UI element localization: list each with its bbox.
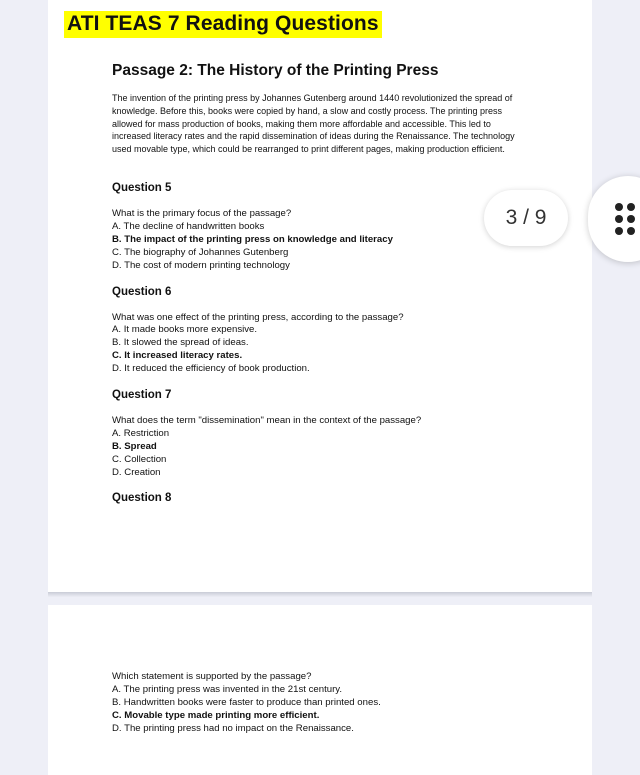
question-8-options <box>112 684 381 736</box>
question-6-option-c: C. It increased literacy rates. <box>112 349 243 361</box>
question-7-text: What does the term "dissemination" mean in the context of the passage? <box>112 415 422 426</box>
question-8-text: Which statement is supported by the passage? <box>112 671 312 682</box>
question-5-option-c: C. The biography of Johannes Gutenberg <box>112 246 289 258</box>
grid-dots-icon <box>615 203 635 235</box>
passage-text: The invention of the printing press by Johannes Gutenberg around 1440 revolutionized the spread of knowledge. Before this, books were copied by hand, a slow and costly process. The printing press allowed for mass production of books, making them more affordable and accessible. This led to increased literacy rates and the rapid dissemination of ideas during the Renaissance. The technology used movable type, which could be rearranged to print different pages, making production efficient. <box>112 93 515 155</box>
passage-title: Passage 2: The History of the Printing Press <box>112 62 439 79</box>
question-8-option-b: B. Handwritten books were faster to produce than printed ones. <box>112 696 381 708</box>
question-7-option-a: A. Restriction <box>112 428 170 439</box>
question-6-option-b: B. It slowed the spread of ideas. <box>112 336 249 348</box>
question-5-heading: Question 5 <box>112 182 172 194</box>
question-6-options <box>112 324 310 376</box>
page-separator <box>48 592 592 605</box>
question-8-option-d: D. The printing press had no impact on the Renaissance. <box>112 722 354 734</box>
question-7-heading: Question 7 <box>112 389 172 401</box>
question-7-option-b: B. Spread <box>112 440 157 452</box>
page-counter <box>484 190 568 246</box>
question-5-option-b: B. The impact of the printing press on knowledge and literacy <box>112 233 393 245</box>
question-8-option-a: A. The printing press was invented in the 21st century. <box>112 684 343 695</box>
question-5-option-d: D. The cost of modern printing technology <box>112 259 290 271</box>
question-7-option-d: D. Creation <box>112 466 161 478</box>
question-5-options <box>112 221 393 273</box>
question-7-option-c: C. Collection <box>112 453 167 465</box>
question-6-text: What was one effect of the printing press, according to the passage? <box>112 312 404 323</box>
document-title: ATI TEAS 7 Reading Questions <box>64 11 382 38</box>
question-5-option-a: A. The decline of handwritten books <box>112 221 265 232</box>
page-counter-text: 3 / 9 <box>505 206 547 229</box>
question-5-text: What is the primary focus of the passage? <box>112 208 292 219</box>
question-6-option-a: A. It made books more expensive. <box>112 324 258 335</box>
question-8-option-c: C. Movable type made printing more efficient. <box>112 709 320 721</box>
page-grid-button[interactable] <box>588 176 640 262</box>
question-8-heading: Question 8 <box>112 492 172 504</box>
question-6-heading: Question 6 <box>112 286 172 298</box>
question-6-option-d: D. It reduced the efficiency of book production. <box>112 362 310 374</box>
question-7-options <box>112 428 169 480</box>
